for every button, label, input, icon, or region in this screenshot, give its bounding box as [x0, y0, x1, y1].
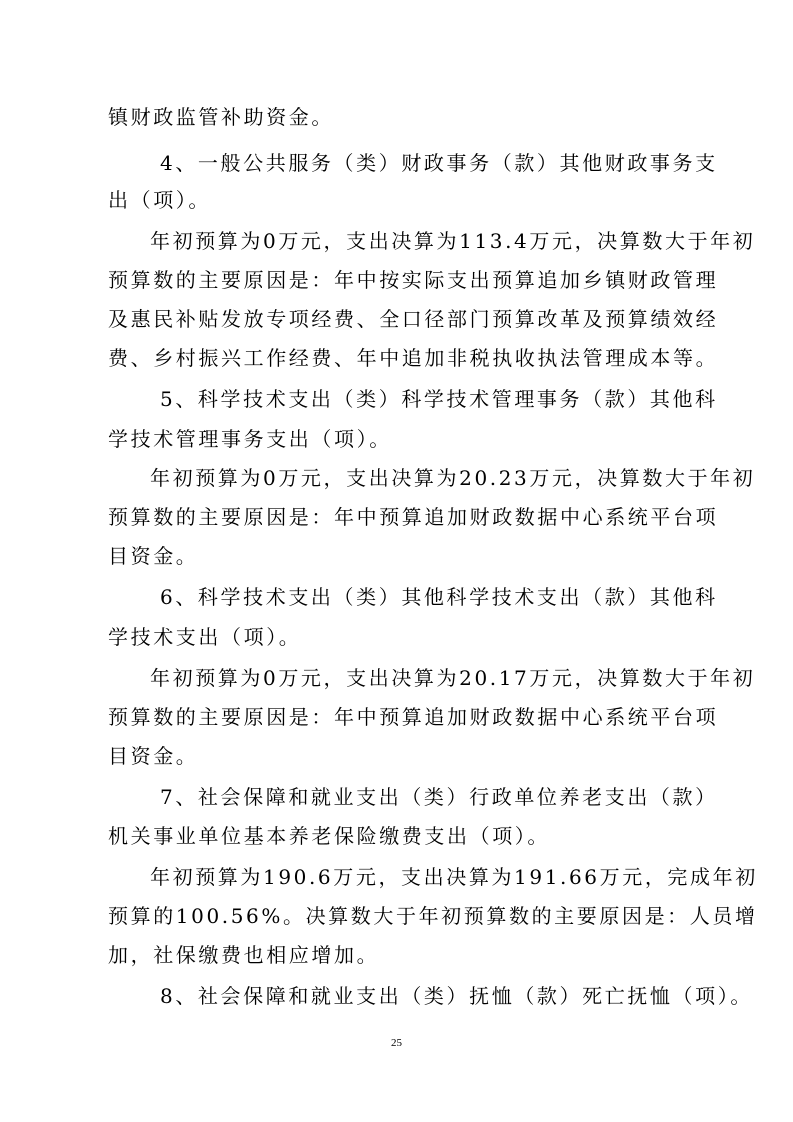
heading-line: 5、科学技术支出（类）科学技术管理事务（款）其他科 [160, 387, 718, 411]
text-line: 预算的100.56%。决算数大于年初预算数的主要原因是：人员增 [108, 904, 758, 928]
text-line: 目资金。 [108, 744, 199, 768]
page-number: 25 [391, 1037, 402, 1049]
text-line: 出（项）。 [108, 188, 211, 212]
text-line: 预算数的主要原因是：年中预算追加财政数据中心系统平台项 [108, 505, 719, 529]
text-line: 及惠民补贴发放专项经费、全口径部门预算改革及预算绩效经 [108, 307, 719, 331]
text-line: 费、乡村振兴工作经费、年中追加非税执收执法管理成本等。 [108, 346, 719, 370]
text-line: 机关事业单位基本养老保险缴费支出（项）。 [108, 824, 550, 848]
text-line: 预算数的主要原因是：年中按实际支出预算追加乡镇财政管理 [108, 268, 719, 292]
text-line: 目资金。 [108, 544, 199, 568]
heading-line: 4、一般公共服务（类）财政事务（款）其他财政事务支 [160, 151, 718, 175]
heading-line: 8、社会保障和就业支出（类）抚恤（款）死亡抚恤（项）。 [160, 984, 753, 1008]
text-line: 年初预算为0万元，支出决算为20.17万元，决算数大于年初 [150, 666, 756, 690]
heading-line: 6、科学技术支出（类）其他科学技术支出（款）其他科 [160, 585, 718, 609]
text-line: 年初预算为0万元，支出决算为20.23万元，决算数大于年初 [150, 466, 756, 490]
text-line: 预算数的主要原因是：年中预算追加财政数据中心系统平台项 [108, 705, 719, 729]
text-line: 年初预算为190.6万元，支出决算为191.66万元，完成年初 [150, 865, 758, 889]
text-line: 加，社保缴费也相应增加。 [108, 943, 380, 967]
heading-line: 7、社会保障和就业支出（类）行政单位养老支出（款） [160, 785, 718, 809]
text-line: 年初预算为0万元，支出决算为113.4万元，决算数大于年初 [150, 229, 756, 253]
text-line: 学技术管理事务支出（项）。 [108, 427, 392, 451]
text-line: 学技术支出（项）。 [108, 625, 302, 649]
text-line: 镇财政监管补助资金。 [108, 105, 334, 129]
